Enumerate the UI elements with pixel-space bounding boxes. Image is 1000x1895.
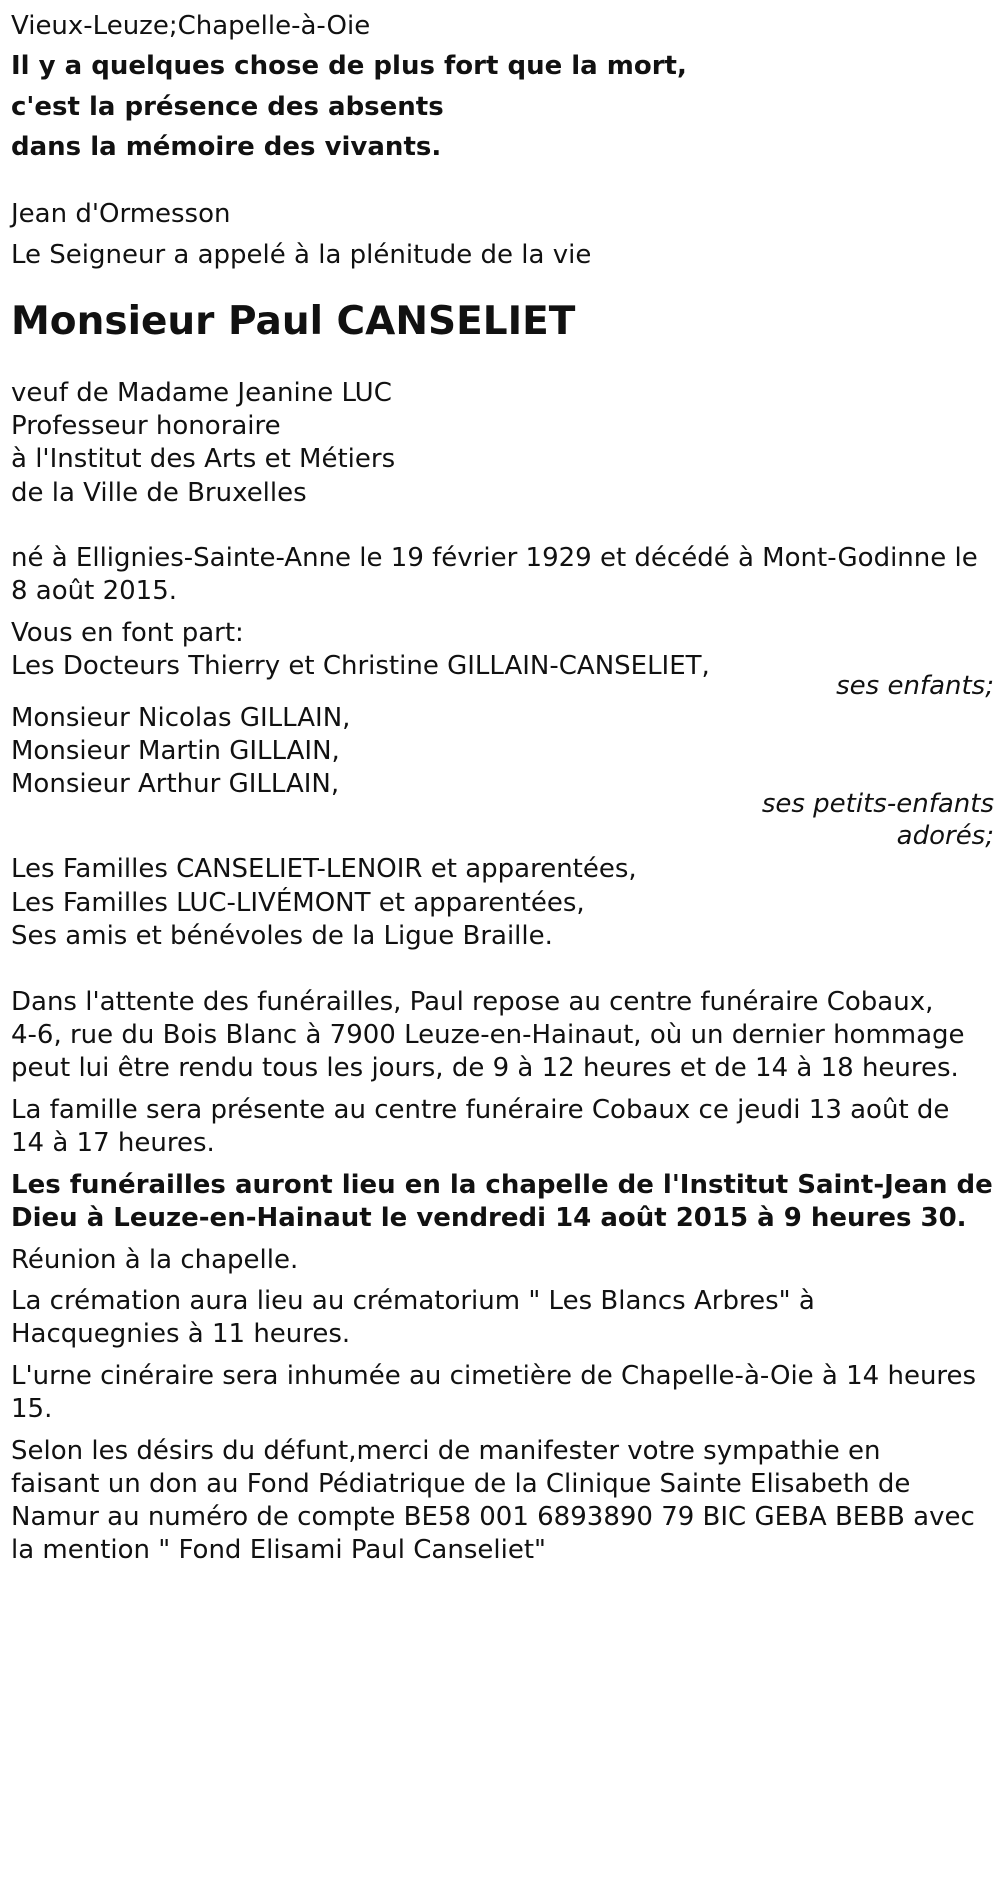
location-line: Vieux-Leuze;Chapelle-à-Oie [11, 11, 371, 41]
family-line-2: Les Familles LUC-LIVÉMONT et apparentées, [11, 888, 585, 918]
visitation-line-2: 4-6, rue du Bois Blanc à 7900 Leuze-en-Hainaut, où un dernier hommage [11, 1020, 965, 1050]
deceased-detail-3: à l'Institut des Arts et Métiers [11, 444, 396, 474]
urn-line-1: L'urne cinéraire sera inhumée au cimetière de Chapelle-à-Oie à 14 heures [11, 1361, 977, 1391]
quote-line-1: Il y a quelques chose de plus fort que la mort, [11, 51, 687, 81]
deceased-detail-4: de la Ville de Bruxelles [11, 478, 307, 508]
donation-line-4: la mention " Fond Elisami Paul Canseliet" [11, 1535, 546, 1565]
family-line-3: Ses amis et bénévoles de la Ligue Braille. [11, 921, 553, 951]
cremation-line-2: Hacquegnies à 11 heures. [11, 1319, 351, 1349]
ceremony-line-2: Dieu à Leuze-en-Hainaut le vendredi 14 août 2015 à 9 heures 30. [11, 1203, 967, 1233]
grandchildren-relation-1: ses petits-enfants [761, 789, 994, 819]
cremation-line-1: La crémation aura lieu au crématorium " Les Blancs Arbres" à [11, 1286, 815, 1316]
deceased-name: Monsieur Paul CANSELIET [11, 299, 576, 344]
family-presence-line-2: 14 à 17 heures. [11, 1128, 215, 1158]
family-presence-line-1: La famille sera présente au centre funéraire Cobaux ce jeudi 13 août de [11, 1095, 950, 1125]
donation-line-2: faisant un don au Fond Pédiatrique de la Clinique Sainte Elisabeth de [11, 1469, 911, 1499]
donation-line-1: Selon les désirs du défunt,merci de manifester votre sympathie en [11, 1436, 881, 1466]
grandchildren-relation-2: adorés; [896, 821, 994, 851]
grandchild-3: Monsieur Arthur GILLAIN, [11, 769, 340, 799]
announcement-opening: Vous en font part: [11, 618, 244, 648]
birth-death-line-1: né à Ellignies-Sainte-Anne le 19 février 1929 et décédé à Mont-Godinne le [11, 543, 978, 573]
children-names: Les Docteurs Thierry et Christine GILLAIN-CANSELIET, [11, 651, 710, 681]
grandchild-2: Monsieur Martin GILLAIN, [11, 736, 340, 766]
deceased-detail-2: Professeur honoraire [11, 411, 281, 441]
quote-line-2: c'est la présence des absents [11, 92, 444, 122]
intro-line: Le Seigneur a appelé à la plénitude de la vie [11, 240, 592, 270]
family-line-1: Les Familles CANSELIET-LENOIR et apparentées, [11, 854, 637, 884]
ceremony-line-1: Les funérailles auront lieu en la chapelle de l'Institut Saint-Jean de [11, 1170, 993, 1200]
quote-line-3: dans la mémoire des vivants. [11, 132, 442, 162]
quote-author: Jean d'Ormesson [11, 199, 231, 229]
meeting-line: Réunion à la chapelle. [11, 1245, 299, 1275]
visitation-line-1: Dans l'attente des funérailles, Paul repose au centre funéraire Cobaux, [11, 987, 934, 1017]
children-relation: ses enfants; [836, 671, 994, 701]
deceased-detail-1: veuf de Madame Jeanine LUC [11, 378, 392, 408]
donation-line-3: Namur au numéro de compte BE58 001 6893890 79 BIC GEBA BEBB avec [11, 1502, 975, 1532]
urn-line-2: 15. [11, 1394, 53, 1424]
visitation-line-3: peut lui être rendu tous les jours, de 9 à 12 heures et de 14 à 18 heures. [11, 1053, 959, 1083]
birth-death-line-2: 8 août 2015. [11, 576, 178, 606]
grandchild-1: Monsieur Nicolas GILLAIN, [11, 703, 351, 733]
